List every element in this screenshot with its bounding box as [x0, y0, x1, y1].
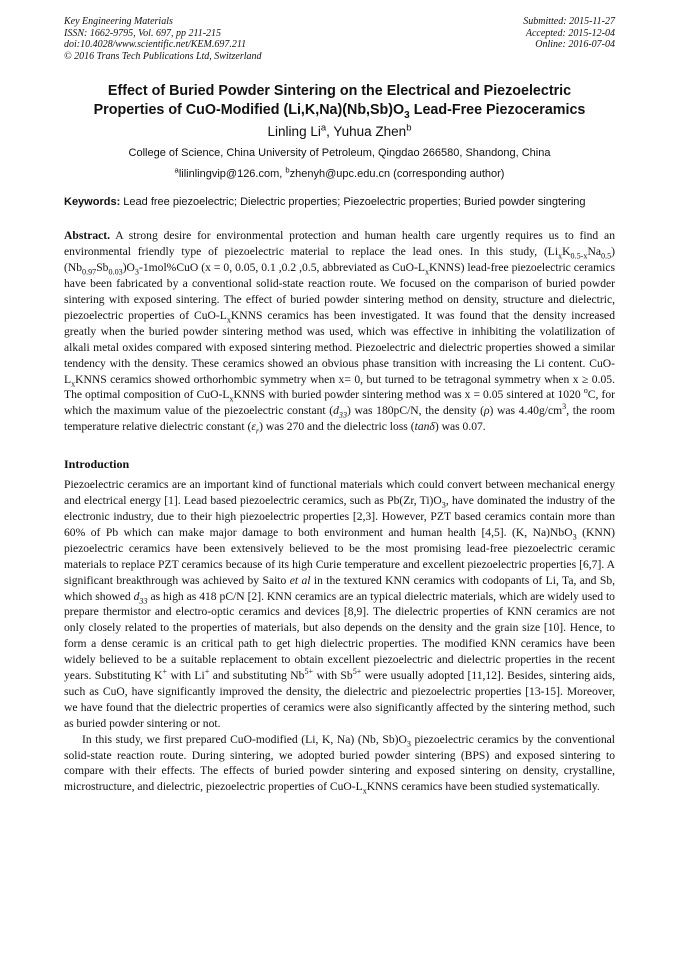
- abstract-text: K: [562, 245, 571, 259]
- symbol: d: [133, 589, 140, 603]
- abstract-text: C, for which the maximum value of the piezoelectric constant (: [64, 388, 615, 418]
- abstract-text: Na: [587, 245, 601, 259]
- abstract-text: Sb: [96, 261, 109, 275]
- journal-name: Key Engineering Materials: [64, 16, 173, 27]
- abstract-text: ) was 180pC/N, the density (: [347, 404, 484, 418]
- abstract-text: , the room temperature relative dielectric constant (: [64, 404, 615, 434]
- abstract-text: )(Nb: [64, 245, 615, 275]
- subscript: x: [558, 251, 563, 261]
- keywords-label: Keywords:: [64, 196, 121, 209]
- subscript: x: [71, 378, 76, 388]
- symbol: tanδ: [414, 420, 435, 434]
- intro-paragraph-1: [64, 477, 615, 732]
- abstract-text: KNNS) lead-free piezoelectric ceramics have been fabricated by a conventional solid-state reaction route. We focused on the comparison of buried powder sintering with exposed sintering. The effect of buried powder sintering method on density, structure and dielectric, piezoelectric properties of CuO-L: [64, 261, 615, 322]
- subscript: 33: [139, 595, 148, 605]
- abstract-text: KNNS ceramics has been investigated. It was found that the density increased greatly when the buried powder sintering method was used, which was effective in inhibiting the volatilization of alkali metal oxides compared with exposed sintering method. Piezoelectric and dielectric properties showed a similar tendency with the density. These ceramics showed an obvious phase transition with increasing the Li content. CuO-L: [64, 308, 616, 386]
- abstract-text: ) was 0.07.: [434, 420, 486, 434]
- intro-text: and substituting Nb: [209, 669, 305, 683]
- title-line-1: Effect of Buried Powder Sintering on the Electrical and Piezoelectric: [107, 83, 572, 100]
- subscript: 3: [441, 500, 446, 510]
- subscript: r: [255, 426, 260, 436]
- superscript: 3: [562, 402, 567, 412]
- subscript: x: [424, 267, 430, 277]
- author-name: Linling Li: [267, 124, 321, 140]
- title-subscript: 3: [404, 110, 410, 122]
- intro-text: KNNS ceramics have been studied systematically.: [366, 780, 600, 794]
- intro-paragraph-2: [64, 732, 615, 796]
- publication-dates: [523, 16, 615, 62]
- subscript: 33: [338, 410, 348, 420]
- symbol: d: [333, 404, 339, 418]
- subscript: x: [229, 394, 234, 404]
- superscript: +: [204, 667, 210, 677]
- email-mark: b: [285, 165, 290, 175]
- symbol: ρ: [483, 404, 490, 418]
- abstract-label: Abstract.: [64, 229, 111, 243]
- subscript: 3: [572, 532, 577, 542]
- subscript: 3: [134, 267, 139, 277]
- subscript: 0.03: [108, 267, 123, 277]
- author-affil-mark: a: [320, 122, 327, 134]
- superscript: 5+: [304, 667, 314, 677]
- intro-text: in the textured KNN ceramics with codopants of Li, Ta, and Sb, which showed: [64, 573, 616, 603]
- title-text: Properties of CuO-Modified (Li,K,Na)(Nb,Sb)O: [93, 102, 405, 119]
- journal-issn: ISSN: 1662-9795, Vol. 697, pp 211-215: [64, 27, 222, 39]
- italic-text: et al: [289, 573, 311, 587]
- submitted-date: Submitted: 2015-11-27: [523, 16, 615, 27]
- paper-title: [64, 82, 615, 120]
- intro-text: , have dominated the industry of the electronic industry, due to their high piezoelectric properties [2,3]. However, PZT based ceramics contain more than 60% of Pb which can make major damage to both environment and human health [4,5]. (K, Na)NbO: [64, 494, 615, 539]
- intro-text: (KNN) piezoelectric ceramics have been extensively believed to be the most promising lead-free piezoelectric ceramic materials to replace PZT ceramics because of its high Curie temperature and excellent piezoelectric properties [6,7]. A significant breakthrough was achieved by Saito: [64, 525, 615, 587]
- accepted-date: Accepted: 2015-12-04: [525, 27, 615, 39]
- abstract-text: KNNS ceramics showed orthorhombic symmetry when x= 0, but turned to be tetragonal symmetry when x ≥ 0.05. The optimal composition of CuO-L: [64, 372, 615, 402]
- abstract-text: ) was 270 and the dielectric loss (: [259, 420, 415, 434]
- affiliation: College of Science, China University of Petroleum, Qingdao 266580, Shandong, China: [128, 147, 551, 160]
- intro-text: In this study, we first prepared CuO-modified (Li, K, Na) (Nb, Sb)O: [82, 732, 407, 746]
- subscript: 3: [406, 738, 411, 748]
- intro-text: as high as 418 pC/N [2]. KNN ceramics are an typical dielectric materials, which are widely used to prepare thermistor and electro-optic ceramics and devices [8,9]. The dielectric properties of KNN ceramics are not only closely related to the properties of materials, but also depends on the density and the grain size [10]. Hence, to form a dense ceramic is an critical path to get high dielectric properties. The modified KNN ceramics have been widely believed to be a suitable replacement to obtain excellent piezoelectric and dielectric properties in the recent years. Substituting K: [64, 589, 615, 683]
- journal-copyright: © 2016 Trans Tech Publications Ltd, Switzerland: [64, 50, 262, 62]
- abstract-text: -1mol%CuO (x = 0, 0.05, 0.1 ,0.2 ,0.5, abbreviated as CuO-L: [138, 261, 425, 275]
- abstract-text: )O: [122, 261, 135, 275]
- subscript: 0.97: [82, 267, 97, 277]
- journal-header: [64, 16, 615, 62]
- online-date: Online: 2016-07-04: [535, 39, 615, 51]
- superscript: o: [583, 386, 588, 396]
- keywords: [64, 195, 615, 209]
- author-list: [64, 123, 615, 141]
- author-separator: ,: [326, 124, 334, 140]
- abstract-text: KNNS with buried powder sintering method was x = 0.05 sintered at 1020: [233, 388, 584, 402]
- subscript: x: [362, 786, 367, 796]
- subscript: 0.5: [600, 251, 612, 261]
- intro-text: piezoelectric ceramics by the conventional solid-state reaction route. During sintering, we adopted buried powder sintering (BPS) and exposed sintering to compare with their effects. The effects of buried powder sintering and exposed sintering on density, crystalline, microstructure, and dielectric, piezoelectric properties of CuO-L: [64, 732, 615, 794]
- symbol: ε: [251, 420, 256, 434]
- abstract: [64, 228, 615, 435]
- author-affil-mark: b: [406, 122, 412, 134]
- email-address: zhenyh@upc.edu.cn (corresponding author): [289, 168, 505, 181]
- author-emails: [64, 167, 615, 181]
- intro-text: with Sb: [313, 669, 353, 683]
- email-mark: a: [174, 165, 179, 175]
- intro-text: Piezoelectric ceramics are an important kind of functional materials which could convert between mechanical energy and electrical energy [1]. Lead based piezoelectric ceramics, such as Pb(Zr, Ti)O: [64, 478, 615, 508]
- abstract-text: ) was 4.40g/cm: [489, 404, 563, 418]
- subscript: 0.5-x: [570, 251, 588, 261]
- superscript: +: [162, 667, 168, 677]
- author-name: Yuhua Zhen: [333, 124, 407, 140]
- superscript: 5+: [352, 667, 362, 677]
- journal-info: [64, 16, 262, 62]
- intro-text: with Li: [167, 669, 205, 683]
- title-line-2: [64, 101, 615, 120]
- abstract-text: A strong desire for environmental protection and human health care urgently requires us to find an environmental friendly type of piezoelectric material to replace the lead ones. In this study, (Li: [64, 229, 615, 259]
- intro-text: were usually adopted [11,12]. Besides, sintering aids, such as CuO, have significantly improved the density, the dielectric and piezoelectric properties [13-15]. Moreover, we have found that the dielectric properties of ceramics were also significantly affected by the sintering method, such as buried powder sintering or not.: [64, 669, 615, 730]
- title-text: Lead-Free Piezoceramics: [409, 102, 586, 119]
- email-address: lilinlingvip@126.com,: [178, 168, 286, 181]
- section-heading-introduction: Introduction: [64, 457, 130, 472]
- journal-doi: doi:10.4028/www.scientific.net/KEM.697.211: [64, 39, 247, 51]
- keywords-text: Lead free piezoelectric; Dielectric properties; Piezoelectric properties; Buried powder singtering: [120, 196, 586, 209]
- subscript: x: [226, 315, 231, 325]
